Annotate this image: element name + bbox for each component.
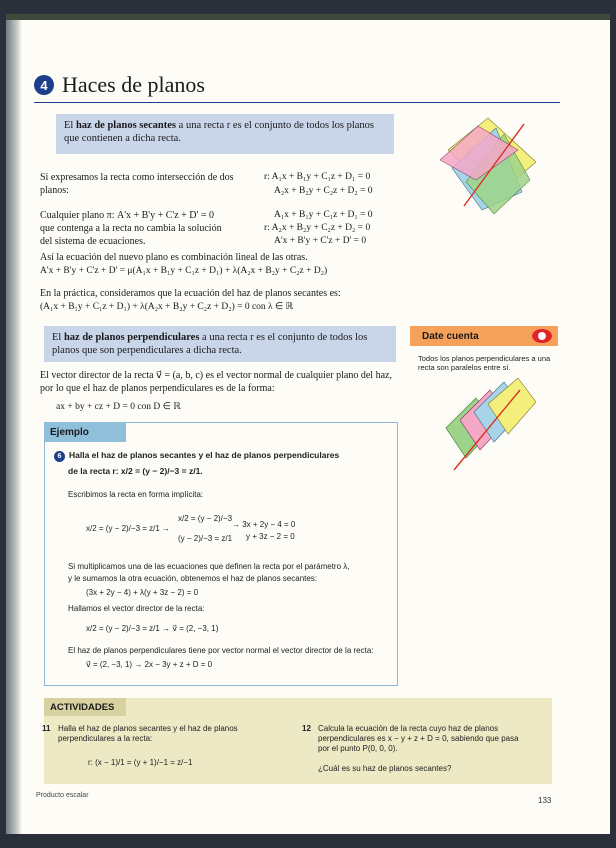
ejemplo-line-2a: x/2 = (y − 2)/−3 = z/1 →: [86, 524, 171, 533]
ejemplo-line-2e: y + 3z − 2 = 0: [246, 532, 295, 541]
paragraph-combinacion: Así la ecuación del nuevo plano es combinación lineal de las otras.: [40, 252, 308, 263]
actividad-12-line-3: por el punto P(0, 0, 0).: [318, 744, 398, 753]
actividad-11-number: 11: [42, 724, 51, 733]
ejemplo-line-2b: x/2 = (y − 2)/−3: [178, 514, 233, 523]
ejemplo-recta: de la recta r: x/2 = (y − 2)/−3 = z/1.: [68, 466, 203, 476]
section-title-text: Haces de planos: [62, 72, 205, 97]
eq-haz-secantes: (A₁x + B₁y + C₁z + D₁) + λ(A₂x + B₂y + C₂z + D₂) = 0 con λ ∈ ℝ: [40, 302, 294, 312]
eq-recta-1: r: A₁x + B₁y + C₁z + D₁ = 0: [264, 172, 371, 182]
actividad-12-number: 12: [302, 724, 311, 733]
eq-recta-2: A₂x + B₂y + C₂z + D₂ = 0: [274, 186, 373, 196]
ejemplo-line-2d: → 3x + 2y − 4 = 0: [232, 520, 296, 529]
ejemplo-tab: Ejemplo: [44, 422, 126, 442]
paragraph-cualquier-plano-3: del sistema de ecuaciones.: [40, 236, 146, 247]
definition-perpendiculares-box: [44, 326, 396, 362]
page-number: 133: [538, 796, 552, 805]
actividad-11-line-1: Halla el haz de planos secantes y el haz de planos: [58, 724, 238, 733]
ejemplo-line-6: Hallamos el vector director de la recta:: [68, 604, 205, 613]
top-band: [6, 14, 610, 20]
ejemplo-line-1: Escribimos la recta en forma implícita:: [68, 490, 204, 499]
title-rule: [34, 102, 560, 103]
ejemplo-number-badge: 6: [54, 451, 65, 462]
def-perp-post: a una recta r es el conjunto de todos los planos que son perpendiculares a dicha recta.: [52, 332, 368, 357]
def-secantes-pre: El: [64, 120, 76, 131]
section-number-badge: 4: [34, 75, 54, 95]
parallel-planes-illustration: [436, 378, 540, 478]
paragraph-vector-director: El vector director de la recta v⃗ = (a, b, c) es el vector normal de cualquier plano del haz, por lo que el haz de planos perpendiculares es de la forma:: [40, 370, 392, 394]
eq-haz-perpendiculares: ax + by + cz + D = 0 con D ∈ ℝ: [56, 402, 181, 412]
eye-icon: [532, 329, 552, 343]
ejemplo-line-5: (3x + 2y − 4) + λ(y + 3z − 2) = 0: [86, 588, 199, 597]
ejemplo-line-2c: (y − 2)/−3 = z/1: [178, 534, 233, 543]
actividad-12-line-4: ¿Cuál es su haz de planos secantes?: [318, 764, 452, 773]
book-spine: [6, 14, 22, 834]
ejemplo-line-4: y le sumamos la otra ecuación, obtenemos el haz de planos secantes:: [68, 574, 318, 583]
ejemplo-statement: [54, 450, 339, 462]
secant-planes-illustration: [426, 110, 546, 220]
eq-sistema-3: A'x + B'y + C'z + D' = 0: [274, 236, 367, 246]
def-perp-pre: El: [52, 332, 64, 343]
eq-combinacion: A'x + B'y + C'z + D' = μ(A₁x + B₁y + C₁z + D₁) + λ(A₂x + B₂y + C₂z + D₂): [40, 266, 328, 276]
actividad-12-line-2: perpendiculares es x − y + z + D = 0, sabiendo que pasa: [318, 734, 519, 743]
ejemplo-line-9: v⃗ = (2, −3, 1) → 2x − 3y + z + D = 0: [86, 660, 213, 669]
eq-sistema-1: A₁x + B₁y + C₁z + D₁ = 0: [274, 210, 373, 220]
date-cuenta-header: Date cuenta: [410, 326, 558, 346]
actividad-12-line-1: Calcula la ecuación de la recta cuyo haz de planos: [318, 724, 499, 733]
actividad-11-equation: r: (x − 1)/1 = (y + 1)/−1 = z/−1: [88, 758, 193, 767]
date-cuenta-text: Todos los planos perpendiculares a una recta son paralelos entre sí.: [418, 354, 551, 373]
eq-sistema-2: r: A₂x + B₂y + C₂z + D₂ = 0: [264, 223, 371, 233]
actividades-tab: ACTIVIDADES: [44, 698, 126, 716]
def-perp-term: haz de planos perpendiculares: [63, 332, 200, 343]
actividad-11-line-2: perpendiculares a la recta:: [58, 734, 153, 743]
paragraph-interseccion: Si expresamos la recta como intersección de dos planos:: [40, 172, 234, 196]
def-secantes-term: haz de planos secantes: [75, 120, 177, 131]
paragraph-cualquier-plano-2: que contenga a la recta no cambia la solución: [40, 223, 222, 234]
section-title: [34, 72, 205, 98]
paragraph-practica: En la práctica, consideramos que la ecuación del haz de planos secantes es:: [40, 288, 341, 299]
def-secantes-post: a una recta r es el conjunto de todos los planos que contienen a dicha recta.: [64, 120, 375, 145]
paragraph-cualquier-plano: Cualquier plano π: A'x + B'y + C'z + D' = 0: [40, 210, 214, 221]
footer-chapter: Producto escalar: [36, 792, 89, 799]
ejemplo-line-8: El haz de planos perpendiculares tiene por vector normal el vector director de la recta:: [68, 646, 374, 655]
ejemplo-line-3: Si multiplicamos una de las ecuaciones que definen la recta por el parámetro λ,: [68, 562, 350, 571]
definition-secantes-box: [56, 114, 394, 154]
ejemplo-statement-text: Halla el haz de planos secantes y el haz de planos perpendiculares: [69, 450, 340, 460]
textbook-page: [6, 14, 610, 834]
ejemplo-line-7: x/2 = (y − 2)/−3 = z/1 → v⃗ = (2, −3, 1): [86, 624, 219, 633]
